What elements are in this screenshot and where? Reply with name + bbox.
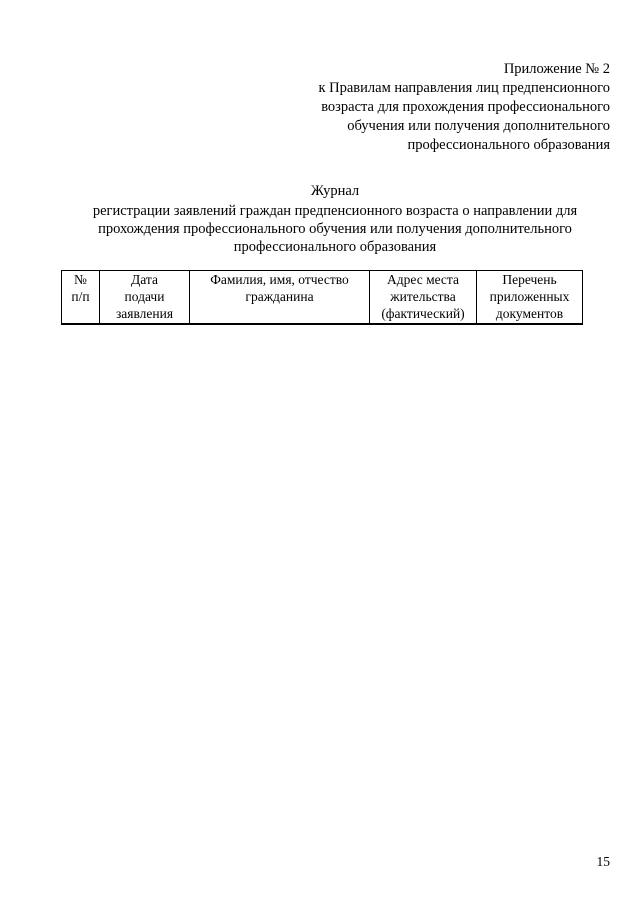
column-header-text: заявления [115,306,174,321]
column-header-text: документов [495,306,564,321]
column-header-text: Дата [131,272,158,287]
journal-subtitle-line: профессионального образования [233,239,437,255]
appendix-reference-line: к Правилам направления лиц предпенсионного [318,80,610,96]
appendix-header [250,60,610,155]
appendix-title: Приложение № 2 [503,61,610,77]
page-number: 15 [596,854,610,869]
journal-heading-block [40,182,630,256]
table-header-row [62,271,583,325]
column-header-text: Адрес места [387,272,459,287]
column-header-text: приложенных [489,289,570,304]
column-header-address [370,271,477,325]
journal-title: Журнал [310,183,360,199]
column-header-number [62,271,100,325]
appendix-reference-line: профессионального образования [407,137,610,153]
appendix-reference-line: обучения или получения дополнительного [347,118,610,134]
column-header-documents [477,271,583,325]
column-header-text: (фактический) [381,306,465,321]
journal-subtitle-line: прохождения профессионального обучения или получения дополнительного [98,221,572,237]
appendix-reference-line: возраста для прохождения профессионального [321,99,610,115]
column-header-text: № [74,272,87,287]
registration-table [61,270,583,325]
column-header-text: гражданина [245,289,314,304]
column-header-text: Перечень [502,272,557,287]
journal-subtitle-line: регистрации заявлений граждан предпенсионного возраста о направлении для [92,203,578,219]
column-header-text: жительства [390,289,456,304]
column-header-text: п/п [71,289,90,304]
column-header-text: подачи [124,289,165,304]
column-header-date [100,271,190,325]
column-header-text: Фамилия, имя, отчество [210,272,349,287]
column-header-full-name [190,271,370,325]
